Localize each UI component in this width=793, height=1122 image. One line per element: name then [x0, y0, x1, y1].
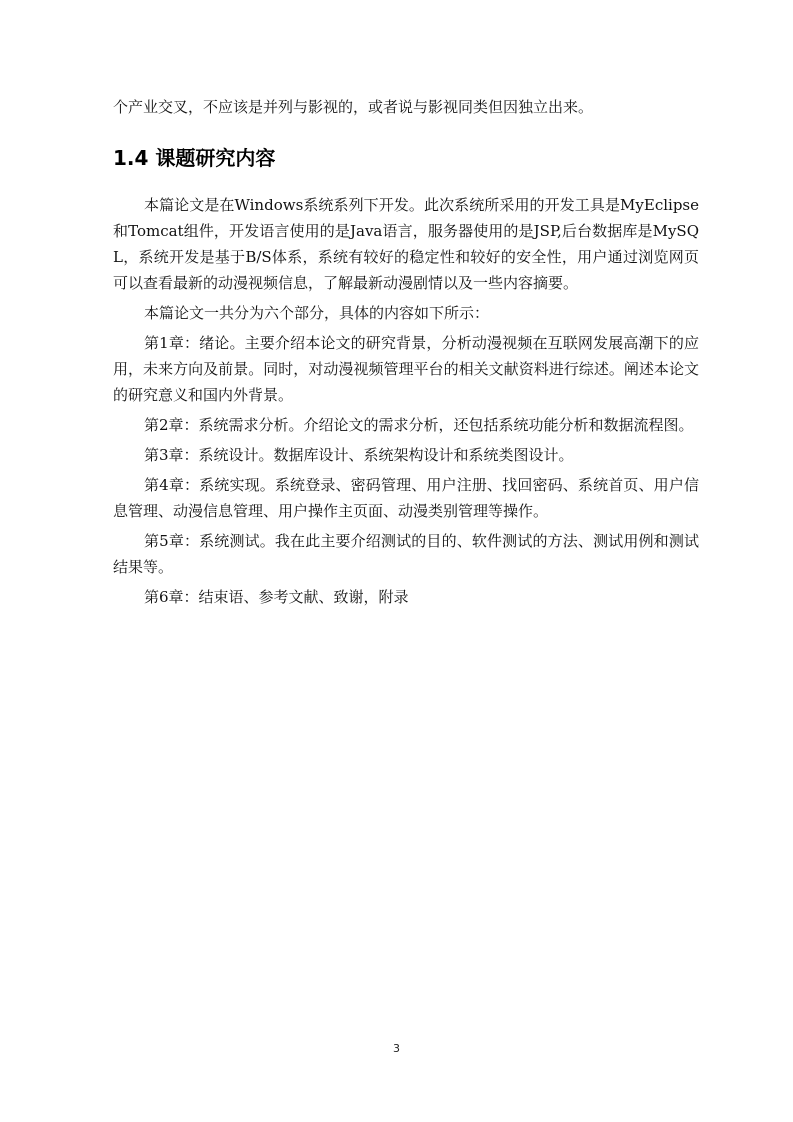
- structure-paragraph: 本篇论文一共分为六个部分，具体的内容如下所示：: [144, 304, 490, 322]
- chapter-5-paragraph: 第5章：系统测试。我在此主要介绍测试的目的、软件测试的方法、测试用例和测试结果等。: [113, 532, 699, 576]
- continuation-paragraph: 个产业交叉，不应该是并列与影视的，或者说与影视同类但因独立出来。: [113, 98, 594, 116]
- section-heading: 1.4 课题研究内容: [113, 146, 276, 170]
- page-body: [113, 94, 699, 610]
- chapter-1-paragraph: 第1章：绪论。主要介绍本论文的研究背景，分析动漫视频在互联网发展高潮下的应用，未来方向及前景。同时，对动漫视频管理平台的相关文献资料进行综述。阐述本论文的研究意义和国内外背景。: [113, 334, 699, 404]
- chapter-2-paragraph: 第2章：系统需求分析。介绍论文的需求分析，还包括系统功能分析和数据流程图。: [144, 416, 694, 434]
- chapter-3-paragraph: 第3章：系统设计。数据库设计、系统架构设计和系统类图设计。: [144, 446, 574, 464]
- intro-paragraph: 本篇论文是在Windows系统系列下开发。此次系统所采用的开发工具是MyEclipse和Tomcat组件，开发语言使用的是Java语言，服务器使用的是JSP,后台数据库是MySQL，系统开发是基于B/S体系，系统有较好的稳定性和较好的安全性，用户通过浏览网页可以查看最新的动漫视频信息，了解最新动漫剧情以及一些内容摘要。: [113, 196, 699, 292]
- page-number: 3: [393, 1042, 400, 1055]
- chapter-6-paragraph: 第6章：结束语、参考文献、致谢，附录: [144, 588, 409, 606]
- chapter-4-paragraph: 第4章：系统实现。系统登录、密码管理、用户注册、找回密码、系统首页、用户信息管理、动漫信息管理、用户操作主页面、动漫类别管理等操作。: [113, 476, 699, 520]
